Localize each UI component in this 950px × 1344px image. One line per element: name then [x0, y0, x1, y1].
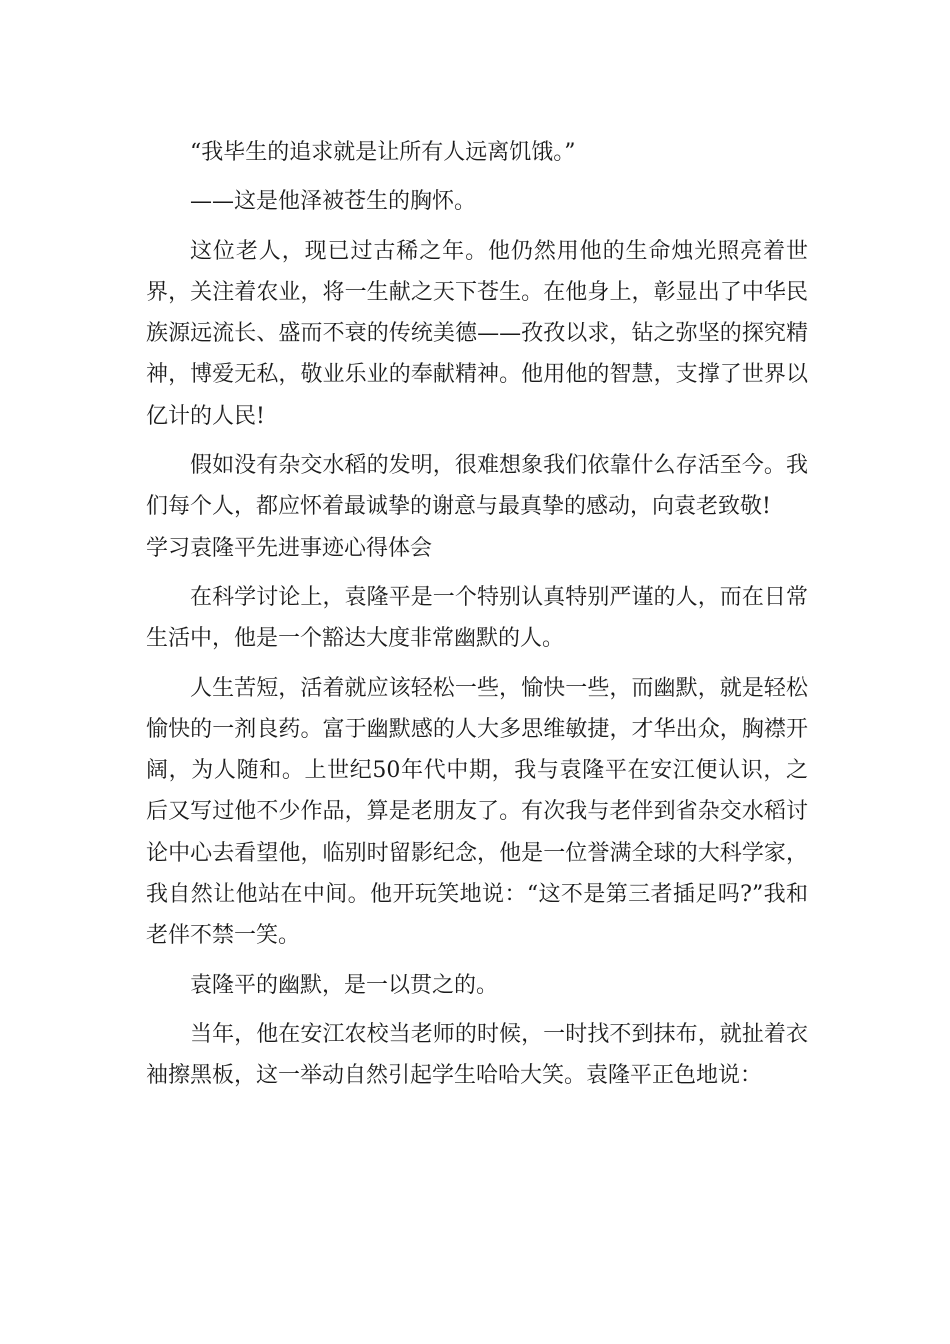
- paragraph-elder: 这位老人，现已过古稀之年。他仍然用他的生命烛光照亮着世界，关注着农业，将一生献之天下苍生。在他身上，彰显出了中华民族源远流长、盛而不衰的传统美德——孜孜以求，钻之弥坚的探究精神，博爱无私，敬业乐业的奉献精神。他用他的智慧，支撑了世界以亿计的人民!: [146, 238, 808, 429]
- paragraph-teacher: 当年，他在安江农校当老师的时候，一时找不到抹布，就扯着衣袖擦黑板，这一举动自然引起学生哈哈大笑。袁隆平正色地说：: [146, 1021, 808, 1089]
- paragraph-humor: 人生苦短，活着就应该轻松一些，愉快一些，而幽默，就是轻松愉快的一剂良药。富于幽默感的人大多思维敏捷，才华出众，胸襟开阔，为人随和。上世纪50年代中期，我与袁隆平在安江便认识，之后又写过他不少作品，算是老朋友了。有次我与老伴到省杂交水稻讨论中心去看望他，临别时留影纪念，他是一位誉满全球的大科学家，我自然让他站在中间。他开玩笑地说：“这不是第三者插足吗?”我和老伴不禁一笑。: [146, 675, 808, 949]
- paragraph-hybrid-rice: 假如没有杂交水稻的发明，很难想象我们依靠什么存活至今。我们每个人，都应怀着最诚挚的谢意与最真挚的感动，向袁老致敬!: [146, 453, 808, 520]
- document-body: [146, 132, 808, 1105]
- paragraph-quote: “我毕生的追求就是让所有人远离饥饿。”: [190, 140, 576, 165]
- section-heading: 学习袁隆平先进事迹心得体会: [146, 535, 433, 561]
- paragraph-consistent: 袁隆平的幽默，是一以贯之的。: [190, 972, 499, 998]
- paragraph-attribution: ——这是他泽被苍生的胸怀。: [190, 189, 477, 215]
- paragraph-research: 在科学讨论上，袁隆平是一个特别认真特别严谨的人，而在日常生活中，他是一个豁达大度非常幽默的人。: [146, 584, 808, 652]
